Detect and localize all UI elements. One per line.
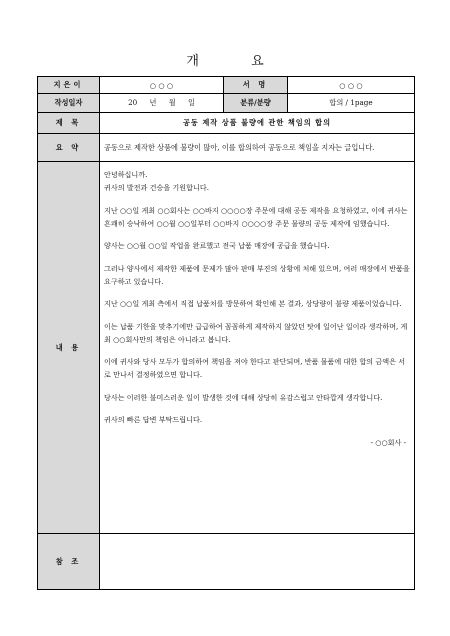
subject-label: 제 목	[38, 113, 100, 134]
content-body	[100, 162, 415, 534]
category-value: 합의 / 1page	[288, 94, 415, 113]
document-title: 개 요	[186, 54, 288, 69]
summary-label: 요 약	[38, 134, 100, 162]
date-value: 20 년 월 일	[100, 94, 224, 113]
signature-value: ○ ○ ○	[288, 77, 415, 94]
content-paragraph: 그러나 양사에서 제작한 제품에 문제가 많아 판매 부진의 상황에 처해 있으며, 여러 매장에서 반품을 요구하고 있습니다.	[104, 263, 410, 286]
content-paragraph: 양사는 ○○월 ○○일 작업을 완료했고 전국 납품 매장에 공급을 했습니다.	[104, 241, 330, 250]
content-label: 내 용	[38, 162, 100, 534]
reference-label: 참 조	[38, 534, 100, 590]
content-paragraph: 이는 납품 기한을 맞추기에만 급급하여 꼼꼼하게 제작하지 않았던 탓에 일어난 일이라 생각하며, 게최 ○○회사만의 책임은 아니라고 봅니다.	[104, 321, 408, 344]
content-signature: - ○○회사 -	[370, 437, 406, 447]
content-paragraph: 당사는 이러한 불미스러운 일이 발생한 것에 대해 상당히 유감스럽고 안타깝게 생각합니다.	[104, 392, 383, 402]
content-paragraph: 안녕하십니까. 귀사의 발전과 건승을 기원합니다.	[104, 170, 209, 192]
author-value: ○ ○ ○	[100, 77, 224, 94]
content-paragraph: 귀사의 빠른 답변 부탁드립니다.	[104, 415, 203, 424]
content-paragraph: 지난 ○○일 게최 측에서 직접 납품처를 방문하여 확인해 본 결과, 상당량이 불량 제품이었습니다.	[104, 299, 402, 308]
subject-value: 공동 제작 상품 불량에 관한 책임의 합의	[100, 113, 415, 134]
reference-value	[100, 534, 415, 590]
category-label: 분류/분량	[224, 94, 288, 113]
content-paragraph: 지난 ○○일 게최 ○○회사는 ○○바지 ○○○○장 주문에 대해 공동 제작을 요청하였고, 이에 귀사는 흔쾌히 승낙하여 ○○월 ○○일부터 ○○바지 ○○○○장 주문 물량의 공동 제작에 임했습니다.	[104, 205, 408, 228]
signature-label: 서 명	[224, 77, 288, 94]
content-paragraph: 이에 귀사와 당사 모두가 합의하여 책임을 져야 한다고 판단되며, 반품 물품에 대한 합의 금액은 서로 만나서 결정하였으면 합니다.	[104, 357, 406, 379]
summary-value: 공동으로 제작한 상품에 불량이 많아, 이를 합의하여 공동으로 책임을 지자는 글입니다.	[100, 134, 415, 162]
author-label: 지은이	[38, 77, 100, 94]
document-form	[37, 76, 415, 590]
date-label: 작성일자	[38, 94, 100, 113]
